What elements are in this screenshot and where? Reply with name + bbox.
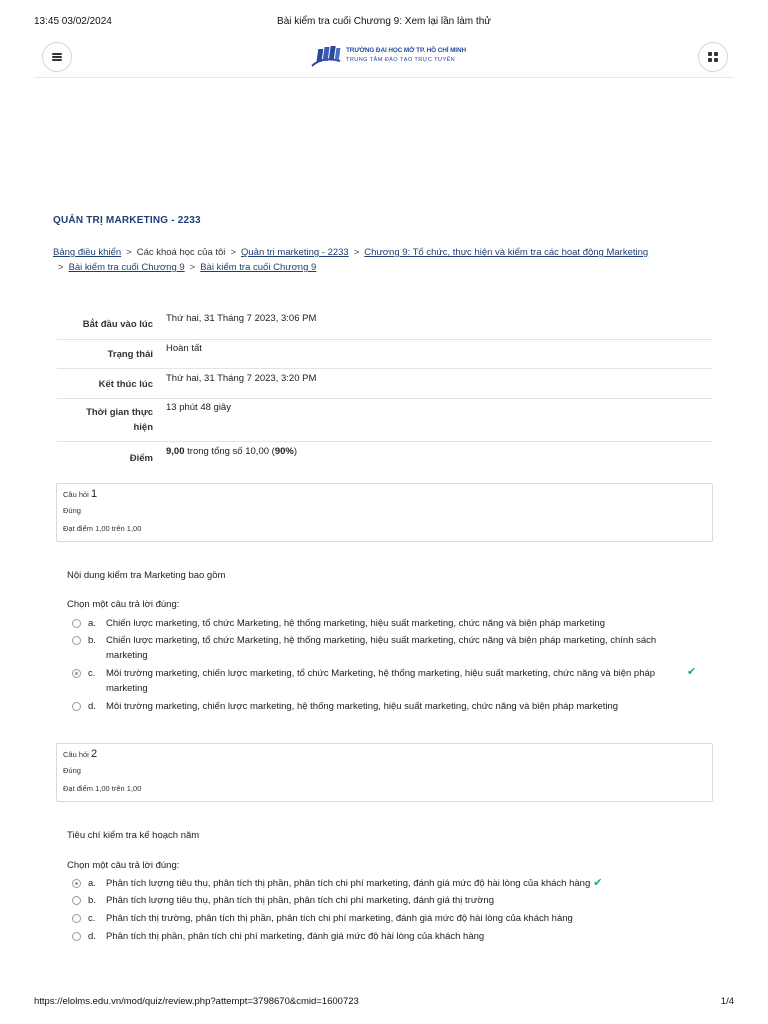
answer-text: Phân tích thị trường, phân tích thị phần, phân tích chi phí marketing, đánh giá mức độ hài lòng của khách hàng (106, 913, 573, 924)
breadcrumb-separator: > (189, 262, 196, 273)
logo-university-name: TRƯỜNG ĐẠI HỌC MỞ TP. HỒ CHÍ MINH (346, 47, 467, 54)
answer-text: Chiến lược marketing, tổ chức Marketing, hệ thống marketing, hiệu suất marketing, chức năng và biện pháp marketing, chính sách marketing (106, 635, 657, 661)
question-2-prompt: Chọn một câu trả lời đúng: (67, 860, 180, 871)
answer-text: Phân tích lượng tiêu thụ, phân tích thị phần, phân tích chi phí marketing, đánh giá thị trường (106, 895, 495, 906)
course-title: QUẢN TRỊ MARKETING - 2233 (53, 215, 201, 226)
apps-button[interactable] (698, 42, 728, 72)
breadcrumb (53, 245, 693, 275)
answer-text: Phân tích thị phần, phân tích chi phí marketing, đánh giá mức độ hài lòng của khách hàng (106, 931, 485, 942)
time-taken-label-line1: Thời gian thực (86, 407, 153, 418)
answer-letter: b. (88, 635, 96, 646)
summary-row-time-taken (57, 399, 712, 442)
radio-button[interactable] (72, 619, 81, 628)
summary-row-state (57, 340, 712, 369)
breadcrumb-quiz[interactable]: Bài kiểm tra cuối Chương 9 (68, 262, 185, 273)
question-state: Đúng (63, 766, 81, 775)
radio-button[interactable] (72, 896, 81, 905)
answer-letter: a. (88, 878, 96, 889)
answer-letter: d. (88, 931, 96, 942)
question-number-value: 1 (90, 488, 98, 500)
finished-label: Kết thúc lúc (98, 379, 153, 390)
q1-answer-a[interactable] (72, 616, 702, 631)
answer-text: Môi trường marketing, chiến lược marketing, hệ thống marketing, hiệu suất marketing, chức năng và biện pháp marketing (106, 701, 619, 712)
logo-center-name: TRUNG TÂM ĐÀO TẠO TRỰC TUYẾN (346, 57, 456, 63)
answer-text: Môi trường marketing, chiến lược marketing, tổ chức Marketing, hệ thống marketing, hiệu suất marketing, chức năng và biện pháp marketing (106, 668, 656, 694)
print-page-title: Bài kiểm tra cuối Chương 9: Xem lại lần làm thử (277, 16, 491, 27)
summary-row-started (57, 306, 712, 340)
grade-value (166, 444, 297, 459)
grade-label: Điểm (129, 453, 153, 464)
breadcrumb-quiz-review[interactable]: Bài kiểm tra cuối Chương 9 (200, 262, 317, 273)
summary-row-finished (57, 369, 712, 399)
correct-check-icon: ✔ (593, 877, 603, 889)
breadcrumb-separator: > (126, 247, 132, 258)
question-2-info (56, 743, 713, 802)
state-value: Hoàn tất (166, 343, 202, 354)
site-logo[interactable] (310, 44, 467, 70)
menu-toggle-button[interactable] (42, 42, 72, 72)
breadcrumb-separator: > (230, 247, 236, 258)
time-taken-value: 13 phút 48 giây (166, 402, 231, 413)
top-navbar (34, 40, 734, 78)
print-timestamp: 13:45 03/02/2024 (34, 16, 112, 27)
state-label: Trạng thái (107, 349, 153, 360)
grade-end: ) (293, 446, 297, 457)
correct-check-icon: ✔ (687, 666, 697, 678)
question-grade: Đạt điểm 1,00 trên 1,00 (63, 784, 142, 793)
answer-letter: a. (88, 618, 96, 629)
attempt-summary-table (57, 306, 712, 471)
print-url: https://elolms.edu.vn/mod/quiz/review.php?attempt=3798670&cmid=1600723 (34, 996, 359, 1007)
q1-answer-d[interactable] (72, 699, 702, 714)
print-footer (34, 996, 734, 1010)
question-number-value: 2 (90, 748, 98, 760)
breadcrumb-chapter[interactable]: Chương 9: Tổ chức, thực hiện và kiểm tra các hoạt động Marketing (364, 247, 649, 258)
question-1-prompt: Chọn một câu trả lời đúng: (67, 599, 180, 610)
breadcrumb-course[interactable]: Quản trị marketing - 2233 (241, 247, 349, 258)
started-label: Bắt đầu vào lúc (82, 319, 153, 330)
breadcrumb-my-courses: Các khoá học của tôi (136, 247, 226, 258)
time-taken-label (57, 405, 153, 435)
logo-book-icon (310, 44, 344, 70)
apps-grid-icon (708, 52, 718, 62)
radio-button[interactable] (72, 932, 81, 941)
question-grade: Đạt điểm 1,00 trên 1,00 (63, 524, 142, 533)
question-2-text: Tiêu chí kiểm tra kế hoạch năm (67, 830, 200, 841)
answer-letter: b. (88, 895, 96, 906)
answer-letter: c. (88, 668, 96, 679)
q1-answer-b[interactable] (72, 633, 702, 663)
radio-button-selected[interactable] (72, 879, 81, 888)
finished-value: Thứ hai, 31 Tháng 7 2023, 3:20 PM (166, 373, 317, 384)
q2-answer-d[interactable] (72, 929, 702, 944)
radio-button[interactable] (72, 914, 81, 923)
logo-text (346, 47, 466, 63)
started-value: Thứ hai, 31 Tháng 7 2023, 3:06 PM (166, 313, 317, 324)
breadcrumb-separator: > (58, 262, 64, 273)
answer-letter: c. (88, 913, 96, 924)
question-number (63, 748, 97, 760)
q2-answer-c[interactable] (72, 911, 702, 926)
breadcrumb-separator: > (353, 247, 360, 258)
answer-text: Chiến lược marketing, tổ chức Marketing, hệ thống marketing, hiệu suất marketing, chức năng và biện pháp marketing (106, 618, 605, 629)
breadcrumb-dashboard[interactable]: Bảng điều khiển (53, 247, 122, 258)
question-label: Câu hỏi (63, 750, 89, 759)
q1-answer-c[interactable] (72, 666, 702, 696)
question-state: Đúng (63, 506, 81, 515)
print-page-number: 1/4 (720, 996, 734, 1007)
answer-text: Phân tích lượng tiêu thụ, phân tích thị phần, phân tích chi phí marketing, đánh giá mức độ hài lòng của khách hàng (106, 878, 591, 889)
radio-button-selected[interactable] (72, 669, 81, 678)
q2-answer-b[interactable] (72, 893, 702, 908)
time-taken-label-line2: hiện (133, 422, 153, 433)
radio-button[interactable] (72, 702, 81, 711)
question-1-text: Nội dung kiểm tra Marketing bao gồm (67, 570, 226, 581)
question-label: Câu hỏi (63, 490, 89, 499)
q2-answer-a[interactable] (72, 876, 702, 891)
print-header (34, 16, 734, 30)
grade-middle: trong tổng số 10,00 ( (184, 446, 275, 457)
radio-button[interactable] (72, 636, 81, 645)
grade-score: 9,00 (166, 446, 185, 457)
summary-row-grade (57, 442, 712, 471)
hamburger-menu-icon (52, 53, 62, 61)
answer-letter: d. (88, 701, 96, 712)
grade-percent: 90% (274, 446, 294, 457)
question-1-info (56, 483, 713, 542)
question-number (63, 488, 97, 500)
